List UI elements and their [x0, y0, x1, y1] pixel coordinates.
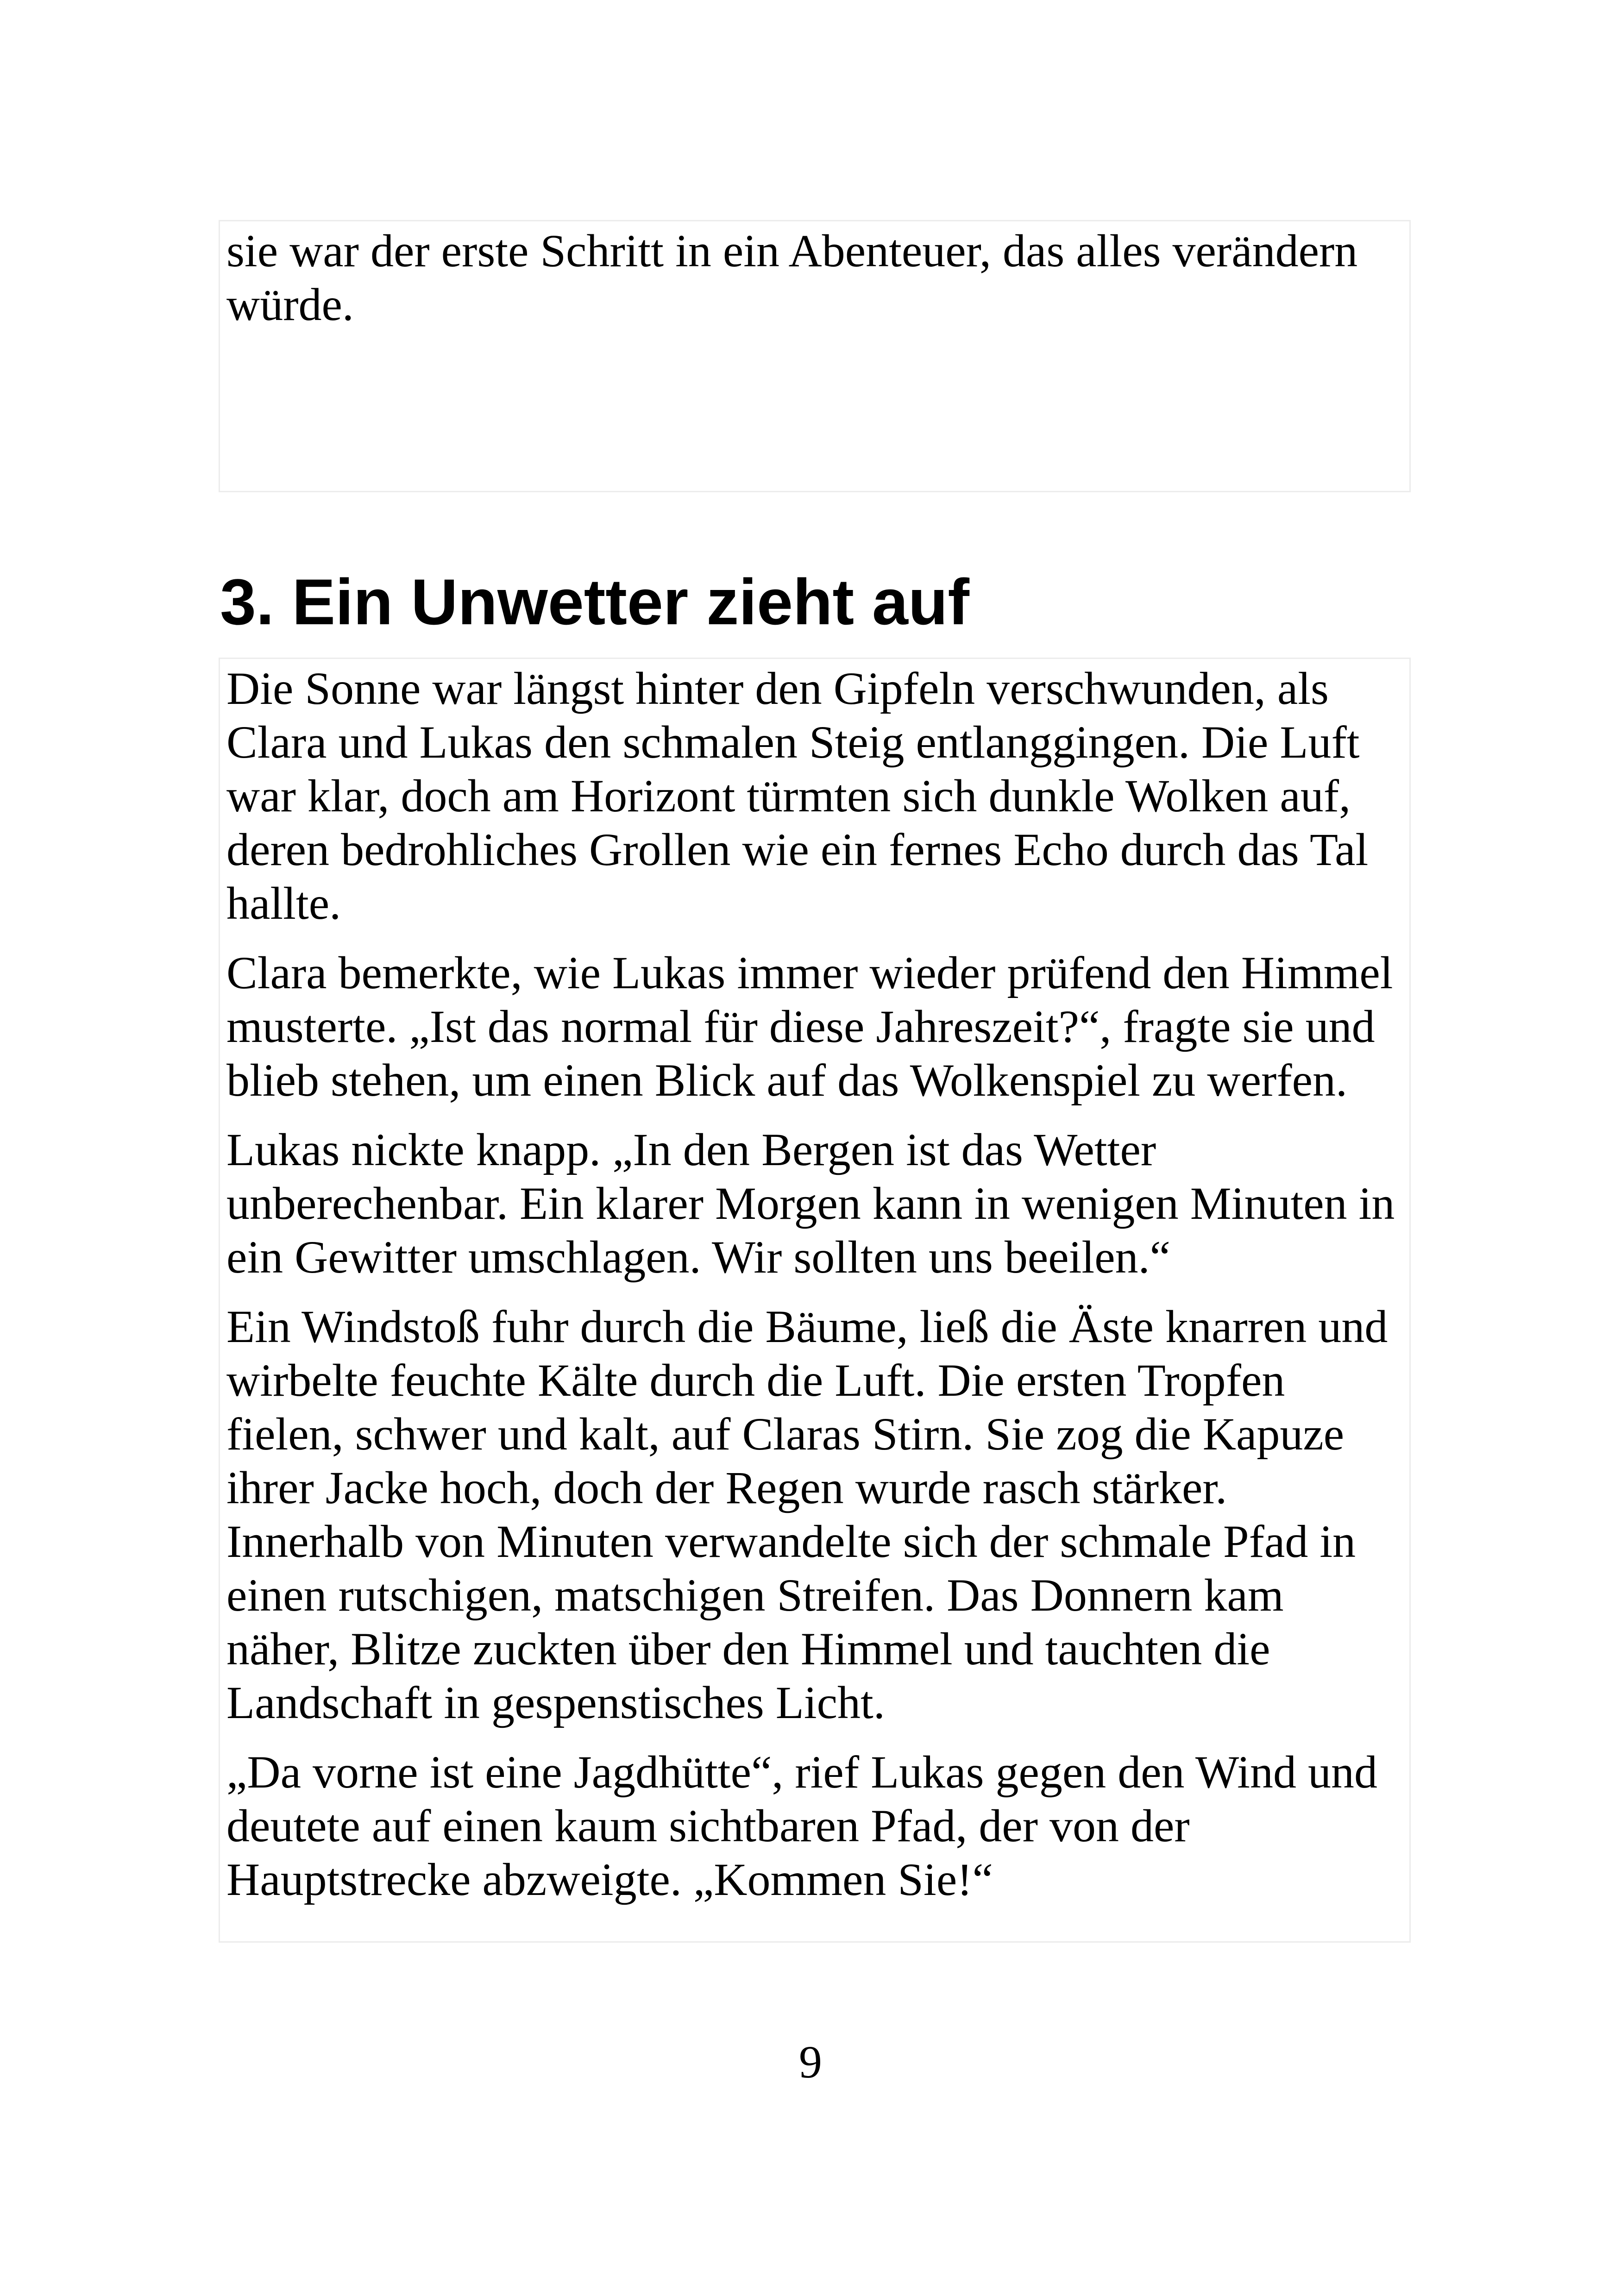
- paragraph: [226, 1745, 1405, 1907]
- text-line: hallte.: [226, 878, 341, 929]
- text-line: ein Gewitter umschlagen. Wir sollten uns beeilen.“: [226, 1231, 1170, 1283]
- text-line: blieb stehen, um einen Blick auf das Wolkenspiel zu werfen.: [226, 1054, 1347, 1106]
- text-line: musterte. „Ist das normal für diese Jahreszeit?“, fragte sie und: [226, 1001, 1375, 1052]
- text-line: deutete auf einen kaum sichtbaren Pfad, der von der: [226, 1800, 1190, 1851]
- carryover-text-box: [219, 220, 1411, 492]
- paragraph: [226, 946, 1405, 1107]
- paragraph: [226, 662, 1405, 930]
- chapter-heading: 3. Ein Unwetter zieht auf: [220, 565, 969, 638]
- chapter-text-box: [219, 658, 1411, 1943]
- text-line: „Da vorne ist eine Jagdhütte“, rief Lukas gegen den Wind und: [226, 1746, 1378, 1798]
- text-line: Landschaft in gespenstisches Licht.: [226, 1677, 885, 1728]
- text-line: unberechenbar. Ein klarer Morgen kann in wenigen Minuten in: [226, 1178, 1395, 1229]
- text-line: einen rutschigen, matschigen Streifen. Das Donnern kam: [226, 1569, 1284, 1621]
- text-line: war klar, doch am Horizont türmten sich dunkle Wolken auf,: [226, 770, 1351, 822]
- text-line: fielen, schwer und kalt, auf Claras Stirn. Sie zog die Kapuze: [226, 1408, 1345, 1460]
- text-line: deren bedrohliches Grollen wie ein fernes Echo durch das Tal: [226, 824, 1369, 875]
- page-number: 9: [799, 2036, 822, 2088]
- text-line: sie war der erste Schritt in ein Abenteuer, das alles verändern: [226, 225, 1358, 276]
- text-line: Ein Windstoß fuhr durch die Bäume, ließ die Äste knarren und: [226, 1301, 1388, 1352]
- text-line: näher, Blitze zuckten über den Himmel und tauchten die: [226, 1623, 1270, 1675]
- text-line: Innerhalb von Minuten verwandelte sich der schmale Pfad in: [226, 1516, 1356, 1567]
- text-line: Clara und Lukas den schmalen Steig entlanggingen. Die Luft: [226, 716, 1360, 768]
- text-line: Lukas nickte knapp. „In den Bergen ist das Wetter: [226, 1124, 1156, 1175]
- text-line: Hauptstrecke abzweigte. „Kommen Sie!“: [226, 1854, 993, 1905]
- text-line: würde.: [226, 279, 354, 330]
- text-line: Die Sonne war längst hinter den Gipfeln verschwunden, als: [226, 663, 1329, 714]
- text-line: ihrer Jacke hoch, doch der Regen wurde rasch stärker.: [226, 1462, 1227, 1513]
- text-line: Clara bemerkte, wie Lukas immer wieder prüfend den Himmel: [226, 947, 1393, 998]
- paragraph: [226, 1300, 1405, 1730]
- carryover-paragraph: [226, 224, 1405, 332]
- paragraph: [226, 1123, 1405, 1284]
- text-line: wirbelte feuchte Kälte durch die Luft. Die ersten Tropfen: [226, 1355, 1285, 1406]
